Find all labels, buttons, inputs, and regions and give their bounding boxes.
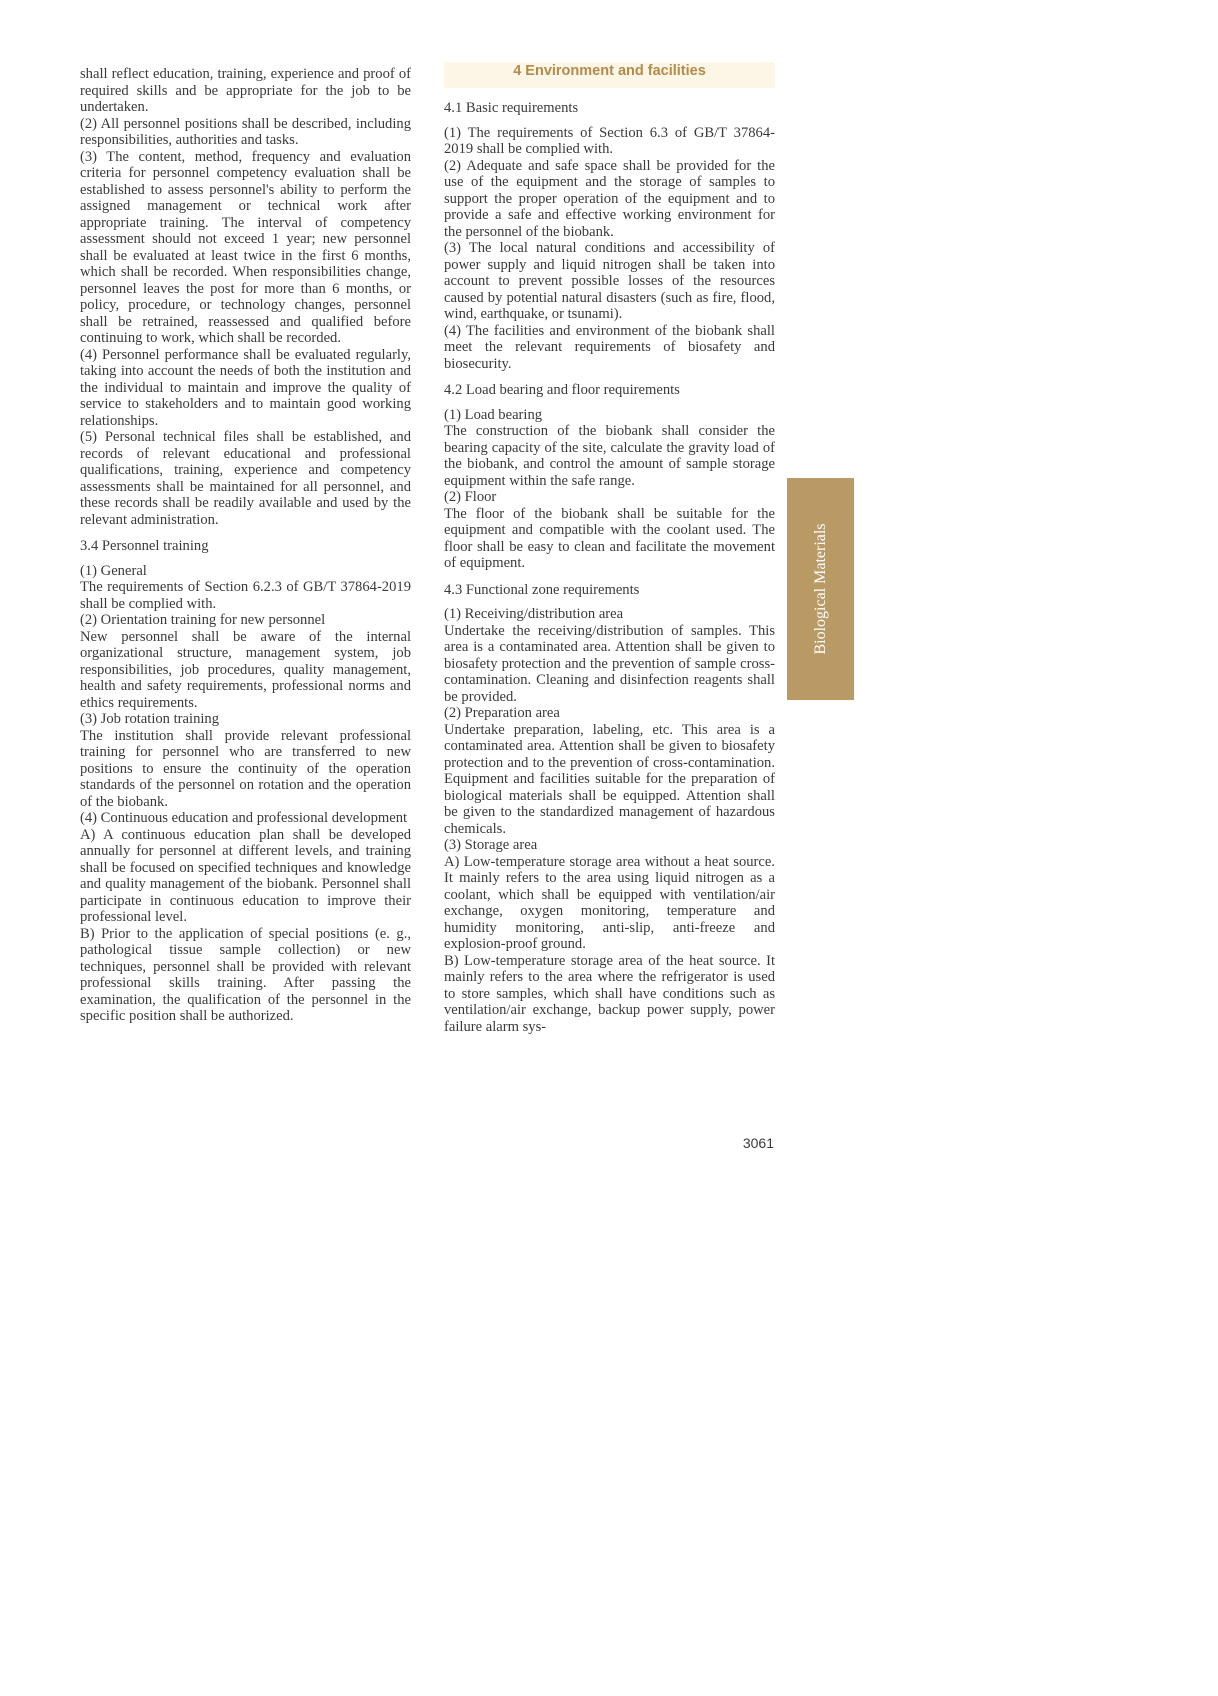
item-heading: (2) Orientation training for new personnel [80,612,326,628]
item-heading: (4) Continuous education and professional development [80,810,408,826]
side-tab [787,478,854,700]
section-header: 4 Environment and facilities [444,62,775,88]
paragraph: (3) The content, method, frequency and evaluation criteria for personnel competency evaluation shall be established to assess personnel's ability to perform the assigned management or technical work after appropriate training. The interval of competency assessment should not exceed 1 year; new personnel shall be evaluated at least twice in the first 6 months, which shall be recorded. When responsibilities change, personnel leaves the post for more than 6 months, or policy, procedure, or technology changes, personnel shall be retrained, reassessed and qualified before continuing to work, which shall be recorded. [80,148,411,346]
paragraph: (2) All personnel positions shall be described, including responsibilities, authorities and tasks. [80,115,411,148]
paragraph: A) A continuous education plan shall be developed annually for personnel at different levels, and training shall be focused on specified techniques and knowledge and quality management of the biobank. Personnel shall participate in continuous education to improve their professional level. [80,826,411,925]
paragraph: The requirements of Section 6.2.3 of GB/T 37864-2019 shall be complied with. [80,579,411,612]
item-heading: (3) Storage area [444,837,538,853]
paragraph: New personnel shall be aware of the internal organizational structure, management system, job responsibilities, job procedures, quality management, health and safety requirements, professional norms and ethics requirements. [80,628,411,711]
subsection-heading: 4.1 Basic requirements [444,100,579,116]
paragraph: (4) The facilities and environment of the biobank shall meet the relevant requirements of biosafety and biosecurity. [444,322,775,372]
paragraph: (2) Adequate and safe space shall be provided for the use of the equipment and the storage of samples to support the proper operation of the equipment and to provide a safe and effective working environment for the personnel of the biobank. [444,157,775,240]
subsection-heading: 3.4 Personnel training [80,538,209,554]
item-heading: (1) Load bearing [444,406,543,423]
paragraph: The institution shall provide relevant professional training for personnel who are transferred to new positions to ensure the continuity of the operation standards of the personnel on rotation and the operation of the biobank. [80,727,411,810]
item-heading: (2) Floor [444,489,497,505]
item-heading: (3) Job rotation training [80,711,220,727]
paragraph: B) Low-temperature storage area of the heat source. It mainly refers to the area where the refrigerator is used to store samples, which shall have conditions such as ventilation/air exchange, backup power supply, power failure alarm sys- [444,952,775,1035]
paragraph: Undertake the receiving/distribution of samples. This area is a contaminated area. Attention shall be given to biosafety protection and the prevention of sample cross-contamination. Cleaning and disinfection reagents shall be provided. [444,622,775,705]
item-heading: (1) General [80,562,147,579]
right-column [444,63,775,1035]
item-heading: (2) Preparation area [444,705,560,721]
item-heading: (1) Receiving/distribution area [444,606,624,622]
paragraph: (1) The requirements of Section 6.3 of GB/T 37864-2019 shall be complied with. [444,124,775,157]
left-column [80,66,411,1025]
paragraph: (3) The local natural conditions and accessibility of power supply and liquid nitrogen shall be taken into account to prevent possible losses of the resources caused by potential natural disasters (such as fire, flood, wind, earthquake, or tsunami). [444,240,775,322]
subsection-heading: 4.3 Functional zone requirements [444,581,640,598]
paragraph: A) Low-temperature storage area without a heat source. It mainly refers to the area using liquid nitrogen as a coolant, which shall be equipped with ventilation/air exchange, oxygen monitoring, temperature and humidity monitoring, anti-slip, anti-freeze and explosion-proof ground. [444,853,775,952]
paragraph: The construction of the biobank shall consider the bearing capacity of the site, calculate the gravity load of the biobank, and control the amount of sample storage equipment within the safe range. [444,423,775,489]
paragraph: The floor of the biobank shall be suitable for the equipment and compatible with the coolant used. The floor shall be easy to clean and facilitate the movement of equipment. [444,505,775,571]
paragraph: shall reflect education, training, experience and proof of required skills and be appropriate for the job to be undertaken. [80,66,411,115]
subsection-heading: 4.2 Load bearing and floor requirements [444,382,680,398]
paragraph: Undertake preparation, labeling, etc. This area is a contaminated area. Attention shall be given to biosafety protection and to the prevention of cross-contamination. Equipment and facilities suitable for the preparation of biological materials shall be equipped. Attention shall be given to the standardized management of hazardous chemicals. [444,721,775,837]
paragraph: (4) Personnel performance shall be evaluated regularly, taking into account the needs of both the institution and the individual to maintain and improve the quality of service to stakeholders and to maintain good working relationships. [80,346,411,429]
paragraph: B) Prior to the application of special positions (e. g., pathological tissue sample collection) or new techniques, personnel shall be provided with relevant professional skills training. After passing the examination, the qualification of the personnel in the specific position shall be authorized. [80,925,411,1024]
side-tab-label: Biological Materials [811,523,829,655]
paragraph: (5) Personal technical files shall be established, and records of relevant educational and professional qualifications, training, experience and competency assessments shall be maintained for all personnel, and these records shall be readily available and used by the relevant administration. [80,429,411,528]
page-number: 3061 [742,1135,774,1151]
